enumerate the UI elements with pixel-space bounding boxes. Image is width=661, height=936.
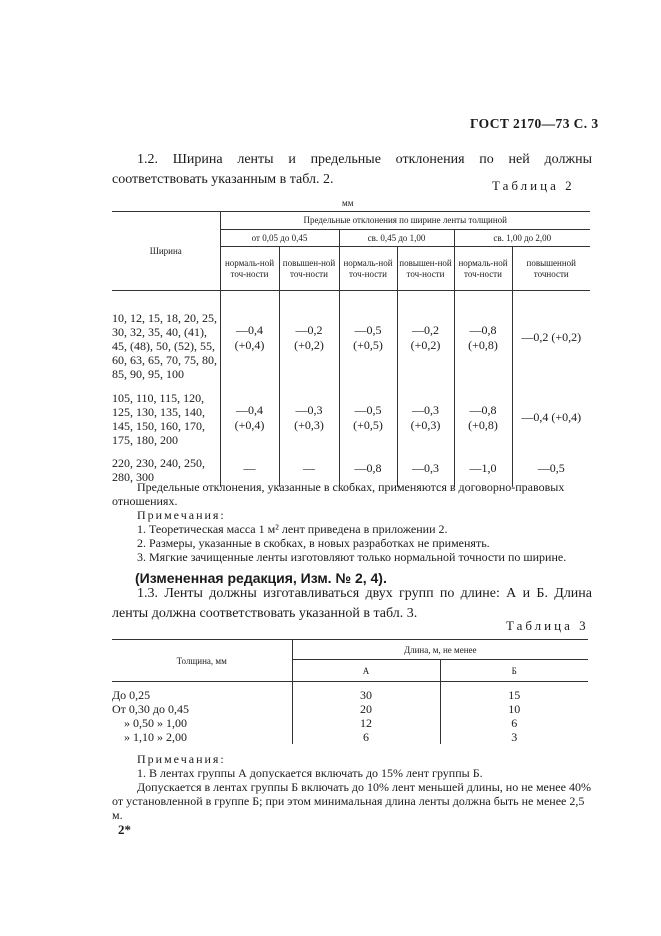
thickness-range-3: св. 1,00 до 2,00 [454, 230, 590, 247]
column-header-thickness: Толщина, мм [112, 640, 292, 682]
section-1-2: 1.2. Ширина ленты и предельные отклонения по ней должны соответствовать указанным в табл. 2. [112, 152, 592, 187]
group-a-header: А [292, 660, 440, 682]
table-cell: —0,8 (+0,8) [454, 385, 512, 451]
table-cell: —0,4 (+0,4) [220, 385, 279, 451]
table-row-thickness: До 0,25 [112, 687, 151, 702]
section-1-3: 1.3. Ленты должны изготавливаться двух групп по длине: А и Б. Длина ленты должна соответствовать указанной в табл. 3. [112, 586, 592, 621]
note-item: Допускается в лентах группы Б включать до 10% лент меньшей длины, но не менее 40% от установленной в группе Б; при этом минимальная длина ленты должна быть не менее 2,5 м. [112, 780, 591, 822]
notes-table3 [112, 752, 592, 822]
table-cell: — [279, 451, 339, 487]
column-header-length: Длина, м, не менее [292, 640, 588, 660]
amendment-note: (Измененная редакция, Изм. № 2, 4). [135, 570, 387, 586]
table-cell: —0,8 (+0,8) [454, 291, 512, 385]
table-cell: —0,2 (+0,2) [512, 291, 590, 385]
thickness-range-2: св. 0,45 до 1,00 [339, 230, 454, 247]
table-row-thickness: От 0,30 до 0,45 [112, 701, 190, 716]
table-cell: —1,0 [454, 451, 512, 487]
column-header-width: Ширина [112, 212, 220, 291]
table-cell: 15 [440, 682, 588, 702]
table-cell: —0,5 (+0,5) [339, 385, 397, 451]
notes-table2 [112, 480, 592, 564]
table3-caption: Таблица 3 [506, 618, 589, 633]
table2-caption: Таблица 2 [492, 178, 575, 193]
table-cell: —0,3 [397, 451, 454, 487]
note-item: 2. Размеры, указанные в скобках, в новых разработках не применять. [137, 536, 490, 550]
notes-intro: Предельные отклонения, указанные в скобках, применяются в договорно-правовых отношениях. [112, 480, 565, 508]
table-2 [112, 211, 590, 487]
table-row-thickness: » 0,50 » 1,00 [124, 715, 187, 730]
table-cell: 20 [292, 702, 440, 716]
table-row-widths: 105, 110, 115, 120, 125, 130, 135, 140, 145, 150, 160, 170, 175, 180, 200 [112, 390, 205, 447]
group-header: Предельные отклонения по ширине ленты толщиной [220, 212, 590, 230]
table2-unit: мм [342, 198, 354, 208]
accuracy-high: повышен-ной точ-ности [397, 247, 454, 291]
table-cell: 10 [440, 702, 588, 716]
note-item: 1. В лентах группы А допускается включать до 15% лент группы Б. [137, 766, 483, 780]
accuracy-high: повышен-ной точ-ности [279, 247, 339, 291]
table-row-widths: 10, 12, 15, 18, 20, 25, 30, 32, 35, 40, (41), 45, (48), 50, (52), 55, 60, 63, 65, 70, 75, 80, 85, 90, 95, 100 [112, 310, 217, 381]
accuracy-normal: нормаль-ной точ-ности [220, 247, 279, 291]
document-header: ГОСТ 2170—73 С. 3 [470, 116, 599, 131]
page-mark: 2* [118, 822, 131, 837]
accuracy-normal: нормаль-ной точ-ности [339, 247, 397, 291]
note-item: 3. Мягкие зачищенные ленты изготовляют только нормальной точности по ширине. [137, 550, 567, 564]
table-cell: —0,4 (+0,4) [220, 291, 279, 385]
table-cell: 6 [440, 716, 588, 730]
table-cell: — [220, 451, 279, 487]
table-cell: —0,5 [512, 451, 590, 487]
table-cell: —0,3 (+0,3) [397, 385, 454, 451]
table-3 [112, 639, 588, 744]
table-cell: 12 [292, 716, 440, 730]
table-cell: —0,2 (+0,2) [397, 291, 454, 385]
table-cell: —0,4 (+0,4) [512, 385, 590, 451]
accuracy-high: повышенной точности [512, 247, 590, 291]
table-row-widths: 220, 230, 240, 250, 280, 300 [112, 455, 205, 484]
table-cell: —0,5 (+0,5) [339, 291, 397, 385]
table-cell: 6 [292, 730, 440, 744]
table-cell: —0,2 (+0,2) [279, 291, 339, 385]
accuracy-normal: нормаль-ной точ-ности [454, 247, 512, 291]
table-row-thickness: » 1,10 » 2,00 [124, 729, 187, 744]
table-cell: 30 [292, 682, 440, 702]
notes-title: Примечания: [137, 752, 226, 766]
group-b-header: Б [440, 660, 588, 682]
thickness-range-1: от 0,05 до 0,45 [220, 230, 339, 247]
note-item: 1. Теоретическая масса 1 м² лент приведена в приложении 2. [137, 522, 448, 536]
table-cell: —0,3 (+0,3) [279, 385, 339, 451]
table-cell: —0,8 [339, 451, 397, 487]
table-cell: 3 [440, 730, 588, 744]
notes-title: Примечания: [137, 508, 226, 522]
